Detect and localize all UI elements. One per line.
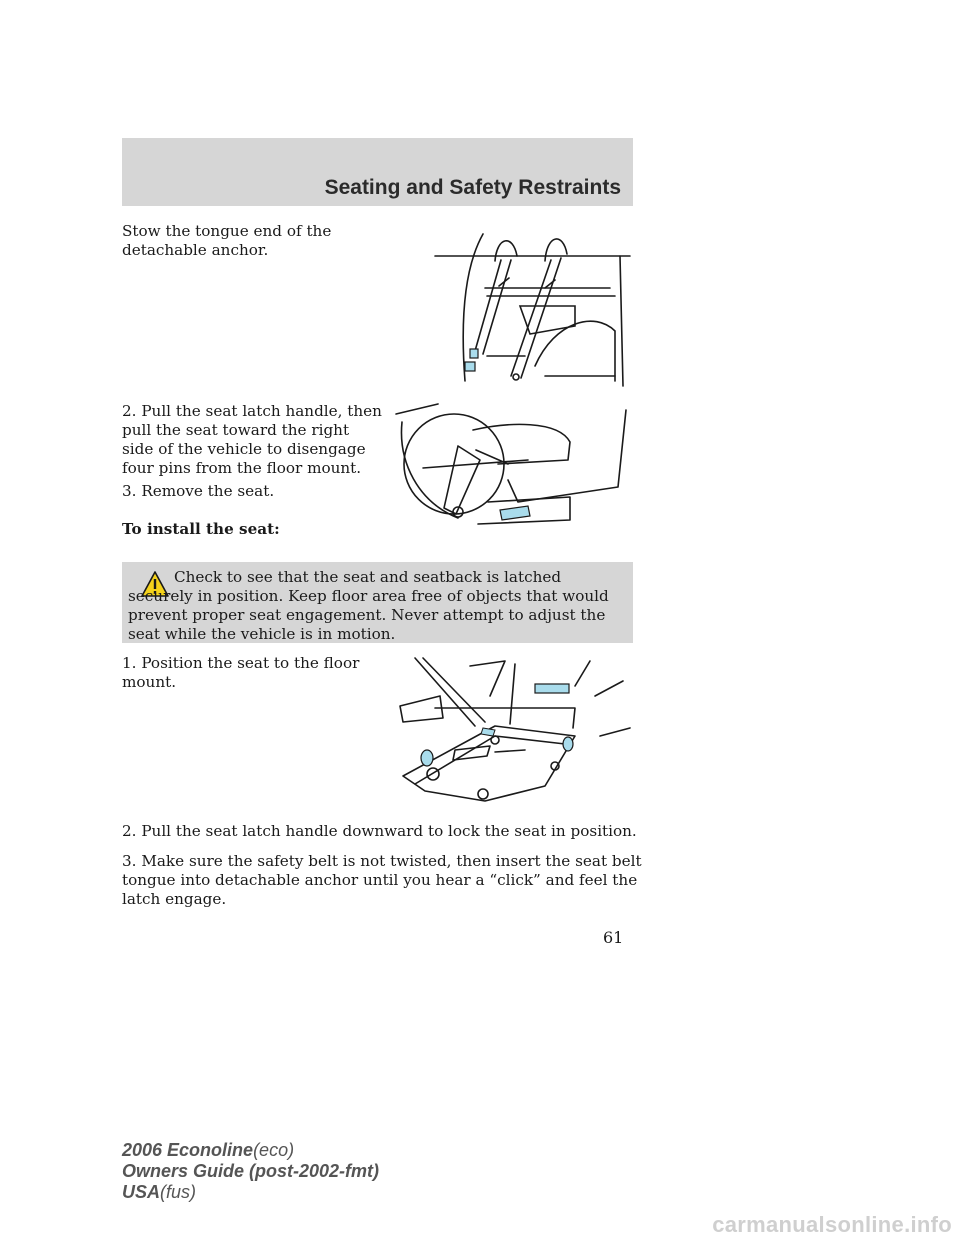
install-step-1: 1. Position the seat to the floor mount. [122,654,360,691]
footer-market: USA [122,1182,161,1202]
warning-box [122,562,633,643]
watermark: carmanualsonline.info [712,1212,952,1237]
footer-model: 2006 Econoline [122,1140,254,1160]
page-number: 61 [603,928,624,947]
footer-line-1 [122,1140,379,1161]
warning-text: Check to see that the seat and seatback is latched securely in position. Keep floor area free of objects that would prevent proper seat engagement. Never attempt to adjust the seat while the vehicle is in motion. [128,568,609,643]
stow-instruction: Stow the tongue end of the detachable anchor. [122,222,332,259]
install-subheading: To install the seat: [122,520,280,538]
seat-floor-mount-illustration [395,656,635,816]
remove-step-3: 3. Remove the seat. [122,482,275,500]
footer-line-2 [122,1161,379,1182]
install-step-3: 3. Make sure the safety belt is not twisted, then insert the seat belt tongue into detachable anchor until you hear a “click” and feel the latch engage. [122,852,642,908]
install-step-2: 2. Pull the seat latch handle downward to lock the seat in position. [122,822,637,840]
seat-latch-handle-illustration [388,402,633,530]
header-band [122,138,633,206]
footer-guide: Owners Guide (post-2002-fmt) [122,1161,380,1181]
footer [122,1140,379,1203]
footer-line-3 [122,1182,379,1203]
footer-model-code: (eco) [253,1140,295,1160]
stowed-belt-illustration [425,226,635,388]
footer-market-code: (fus) [160,1182,197,1202]
remove-step-2: 2. Pull the seat latch handle, then pull the seat toward the right side of the vehicle to disengage four pins from the floor mount. [122,402,382,477]
section-title: Seating and Safety Restraints [324,176,621,199]
